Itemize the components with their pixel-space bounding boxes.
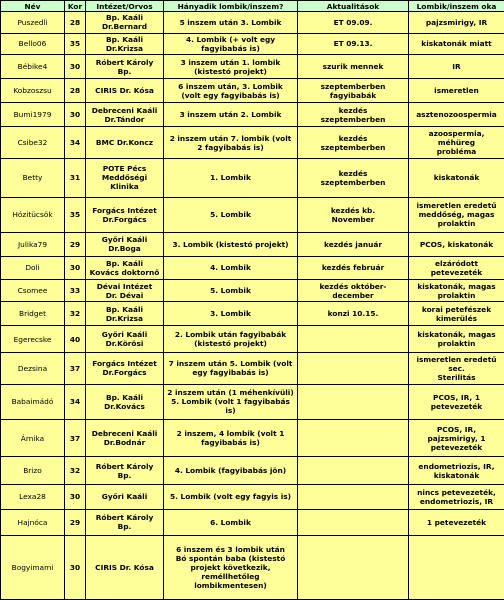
cell-attempt: 3. Lombik (kistestó projekt) xyxy=(164,233,298,257)
cell-name: Csibe32 xyxy=(1,127,65,159)
cell-attempt: 2 inszem után 7. lombik (volt 2 fagyibabás is) xyxy=(164,127,298,159)
cell-age: 29 xyxy=(65,233,86,257)
cell-age: 34 xyxy=(65,127,86,159)
cell-reason: kiskatonák, magas prolaktin xyxy=(409,326,504,352)
table-row xyxy=(1,352,504,384)
cell-reason: nincs petevezeték, endometriozis, IR xyxy=(409,484,504,509)
cell-clinic: CIRIS Dr. Kósa xyxy=(86,536,164,600)
cell-name: Dezsina xyxy=(1,352,65,384)
cell-attempt: 3. Lombik xyxy=(164,302,298,326)
cell-clinic: Bp. Kaáli Kovács doktornő xyxy=(86,256,164,279)
cell-age: 32 xyxy=(65,302,86,326)
cell-news: kezdés szeptemberben xyxy=(298,127,409,159)
cell-name: Bogyimami xyxy=(1,536,65,600)
cell-news: kezdés február xyxy=(298,256,409,279)
cell-age: 34 xyxy=(65,384,86,419)
table-row xyxy=(1,197,504,232)
cell-reason: ismeretlen eredetű meddőség, magas prolaktin xyxy=(409,197,504,232)
cell-clinic: Bp. Kaáli Dr.Kovács xyxy=(86,384,164,419)
cell-news: kezdés kb. November xyxy=(298,197,409,232)
cell-name: Babaimádó xyxy=(1,384,65,419)
cell-attempt: 1. Lombik xyxy=(164,158,298,197)
header-name: Név xyxy=(1,1,65,12)
cell-name: Hózitücsök xyxy=(1,197,65,232)
cell-age: 35 xyxy=(65,33,86,55)
cell-attempt: 5. Lombik xyxy=(164,197,298,232)
cell-news xyxy=(298,509,409,535)
cell-clinic: Bp. Kaáli Dr.Krizsa xyxy=(86,33,164,55)
cell-age: 37 xyxy=(65,352,86,384)
cell-reason: 1 petevezeték xyxy=(409,509,504,535)
cell-name: Kobzoszsu xyxy=(1,79,65,103)
cell-clinic: CIRIS Dr. Kósa xyxy=(86,79,164,103)
cell-attempt: 2 inszem, 4 lombik (volt 1 fagyibabás is) xyxy=(164,419,298,457)
cell-age: 35 xyxy=(65,197,86,232)
cell-news xyxy=(298,352,409,384)
cell-attempt: 6. Lombik xyxy=(164,509,298,535)
cell-reason: IR xyxy=(409,55,504,79)
cell-name: Brizo xyxy=(1,457,65,484)
cell-news: kezdés szeptemberben xyxy=(298,158,409,197)
header-attempt: Hányadik lombik/inszem? xyxy=(164,1,298,12)
cell-attempt: 5. Lombik (volt egy fagyis is) xyxy=(164,484,298,509)
cell-news: szurik mennek xyxy=(298,55,409,79)
cell-age: 33 xyxy=(65,279,86,302)
table-row xyxy=(1,457,504,484)
table-row xyxy=(1,103,504,127)
cell-attempt: 6 inszem után, 3. Lombik (volt egy fagyibabás is) xyxy=(164,79,298,103)
table-row xyxy=(1,233,504,257)
header-reason: Lombik/inszem oka xyxy=(409,1,504,12)
cell-clinic: Győri Kaáli Dr.Körösi xyxy=(86,326,164,352)
cell-age: 30 xyxy=(65,103,86,127)
cell-name: Doli xyxy=(1,256,65,279)
cell-name: Bumi1979 xyxy=(1,103,65,127)
cell-attempt: 4. Lombik xyxy=(164,256,298,279)
cell-age: 30 xyxy=(65,55,86,79)
cell-news xyxy=(298,484,409,509)
cell-reason: PCOS, kiskatonák xyxy=(409,233,504,257)
cell-attempt: 5 inszem után 3. Lombik xyxy=(164,12,298,34)
cell-clinic: Bp. Kaáli Dr.Bernard xyxy=(86,12,164,34)
cell-news: ET 09.09. xyxy=(298,12,409,34)
cell-attempt: 3 inszem után 2. Lombik xyxy=(164,103,298,127)
header-row xyxy=(1,1,504,12)
table-row xyxy=(1,33,504,55)
cell-name: Julika79 xyxy=(1,233,65,257)
cell-news: szeptemberben fagyibabák xyxy=(298,79,409,103)
cell-age: 29 xyxy=(65,509,86,535)
table-row xyxy=(1,509,504,535)
cell-attempt: 5. Lombik xyxy=(164,279,298,302)
cell-name: Árnika xyxy=(1,419,65,457)
cell-reason: azoospermia, méhüreg probléma xyxy=(409,127,504,159)
cell-age: 31 xyxy=(65,158,86,197)
cell-news xyxy=(298,457,409,484)
cell-attempt: 3 inszem után 1. lombik (kistestó projekt) xyxy=(164,55,298,79)
cell-attempt: 4. Lombik (+ volt egy fagyibabás is) xyxy=(164,33,298,55)
cell-news xyxy=(298,326,409,352)
cell-reason: asztenozoospermia xyxy=(409,103,504,127)
cell-attempt: 6 inszem és 3 lombik után Bó spontán baba (kistestó projekt következik, reméllhetőleg lombikmentesen) xyxy=(164,536,298,600)
table-row xyxy=(1,326,504,352)
table-row xyxy=(1,256,504,279)
cell-attempt: 4. Lombik (fagyibabás jön) xyxy=(164,457,298,484)
cell-reason: ismeretlen eredetű sec. Sterilitás xyxy=(409,352,504,384)
table-row xyxy=(1,536,504,600)
cell-news: kezdés január xyxy=(298,233,409,257)
cell-clinic: Győri Kaáli Dr.Boga xyxy=(86,233,164,257)
cell-clinic: Róbert Károly Bp. xyxy=(86,55,164,79)
table-row xyxy=(1,158,504,197)
cell-news: ET 09.13. xyxy=(298,33,409,55)
table-row xyxy=(1,127,504,159)
cell-age: 30 xyxy=(65,536,86,600)
cell-age: 28 xyxy=(65,12,86,34)
cell-attempt: 2 inszem után (1 méhenkívüli) 5. Lombik (volt 1 fagyibabás is) xyxy=(164,384,298,419)
table-row xyxy=(1,79,504,103)
cell-reason: elzáródott petevezeték xyxy=(409,256,504,279)
cell-reason: korai petefészek kimerülés xyxy=(409,302,504,326)
cell-age: 28 xyxy=(65,79,86,103)
cell-reason: endometriozis, IR, kiskatonák xyxy=(409,457,504,484)
cell-clinic: Debreceni Kaáli Dr.Bodnár xyxy=(86,419,164,457)
cell-reason: pajzsmirigy, IR xyxy=(409,12,504,34)
table-row xyxy=(1,12,504,34)
cell-news xyxy=(298,536,409,600)
header-clinic: Intézet/Orvos xyxy=(86,1,164,12)
table-row xyxy=(1,55,504,79)
cell-clinic: Róbert Károly Bp. xyxy=(86,457,164,484)
cell-age: 30 xyxy=(65,256,86,279)
cell-news: kezdés október- december xyxy=(298,279,409,302)
cell-age: 30 xyxy=(65,484,86,509)
cell-name: Bridget xyxy=(1,302,65,326)
cell-name: Lexa28 xyxy=(1,484,65,509)
cell-attempt: 2. Lombik után fagyibabák (kistestó projekt) xyxy=(164,326,298,352)
cell-reason: PCOS, IR, 1 petevezeték xyxy=(409,384,504,419)
cell-clinic: Bp. Kaáli Dr.Krizsa xyxy=(86,302,164,326)
table-row xyxy=(1,484,504,509)
cell-clinic: Róbert Károly Bp. xyxy=(86,509,164,535)
cell-reason: kiskatonák xyxy=(409,158,504,197)
cell-reason: kiskatonák miatt xyxy=(409,33,504,55)
cell-age: 40 xyxy=(65,326,86,352)
cell-attempt: 7 inszem után 5. Lombik (volt egy fagyibabás is) xyxy=(164,352,298,384)
cell-name: Csomee xyxy=(1,279,65,302)
cell-reason: PCOS, IR, pajzsmirigy, 1 petevezeték xyxy=(409,419,504,457)
cell-name: Betty xyxy=(1,158,65,197)
table-row xyxy=(1,302,504,326)
cell-age: 32 xyxy=(65,457,86,484)
cell-news xyxy=(298,384,409,419)
cell-clinic: BMC Dr.Koncz xyxy=(86,127,164,159)
cell-reason: ismeretlen xyxy=(409,79,504,103)
cell-news xyxy=(298,419,409,457)
cell-clinic: Forgács Intézet Dr.Forgács xyxy=(86,197,164,232)
cell-clinic: Dévai Intézet Dr. Dévai xyxy=(86,279,164,302)
cell-name: Puszedli xyxy=(1,12,65,34)
cell-name: Bébike4 xyxy=(1,55,65,79)
table-row xyxy=(1,419,504,457)
cell-clinic: Debreceni Kaáli Dr.Tándor xyxy=(86,103,164,127)
table-row xyxy=(1,279,504,302)
cell-news: kezdés szeptemberben xyxy=(298,103,409,127)
header-age: Kor xyxy=(65,1,86,12)
cell-clinic: Forgács Intézet Dr.Forgács xyxy=(86,352,164,384)
cell-clinic: Győri Kaáli xyxy=(86,484,164,509)
cell-reason: kiskatonák, magas prolaktin xyxy=(409,279,504,302)
cell-name: Bello06 xyxy=(1,33,65,55)
cell-news: konzi 10.15. xyxy=(298,302,409,326)
cell-clinic: POTE Pécs Meddőségi Klinika xyxy=(86,158,164,197)
cell-name: Hajnóca xyxy=(1,509,65,535)
cell-name: Egerecske xyxy=(1,326,65,352)
cell-reason xyxy=(409,536,504,600)
header-news: Aktualitások xyxy=(298,1,409,12)
table-row xyxy=(1,384,504,419)
cell-age: 37 xyxy=(65,419,86,457)
